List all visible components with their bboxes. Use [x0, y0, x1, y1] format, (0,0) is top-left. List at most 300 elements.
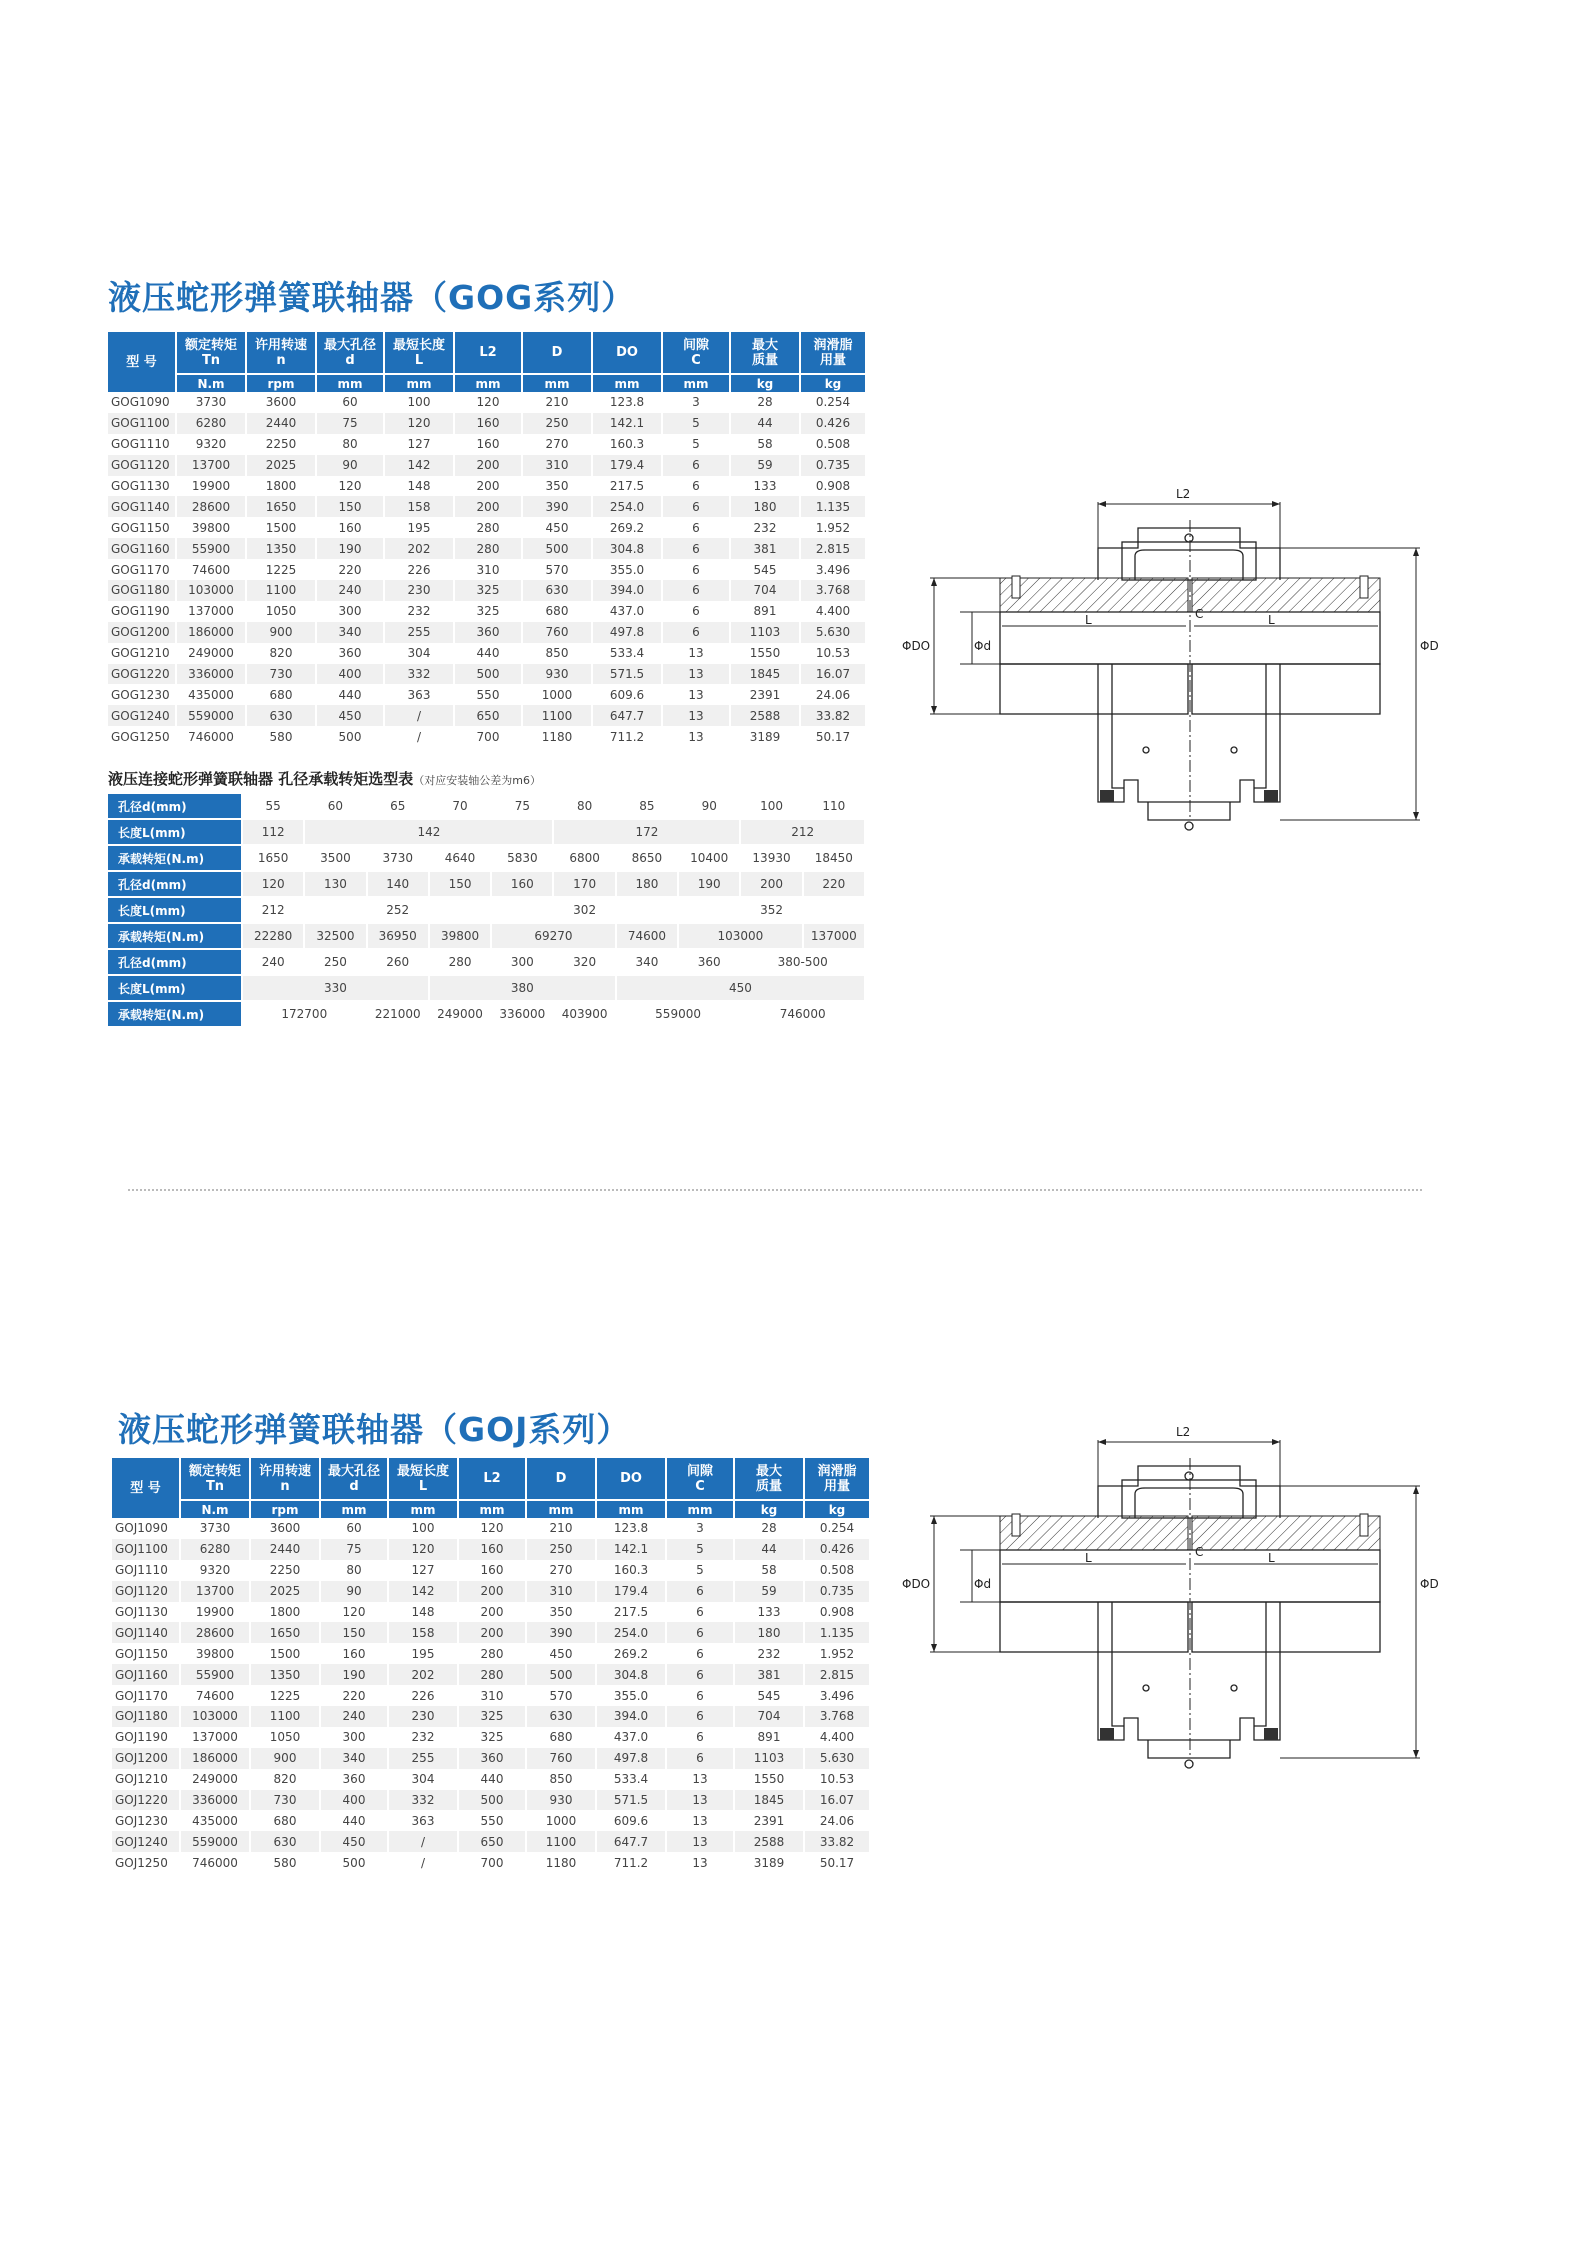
table-row	[112, 1602, 870, 1623]
table-cell: 232	[734, 1643, 804, 1664]
table-cell: 0.508	[800, 434, 866, 455]
table-cell: 16.07	[800, 664, 866, 685]
unit-header: mm	[454, 374, 522, 392]
table-cell: 133	[730, 476, 800, 497]
table-cell: 570	[522, 559, 592, 580]
table-row	[108, 705, 866, 726]
table-cell: 80	[320, 1560, 388, 1581]
table-cell: 200	[458, 1581, 526, 1602]
table-cell: 500	[454, 664, 522, 685]
bore-torque-table	[108, 794, 866, 1028]
table-cell: GOJ1240	[112, 1831, 180, 1852]
table-cell: 19900	[176, 476, 246, 497]
bore-cell: 252	[304, 897, 491, 923]
table-cell: 220	[320, 1685, 388, 1706]
table-cell: 160	[458, 1560, 526, 1581]
table-cell: 2440	[250, 1539, 320, 1560]
column-header: 额定转矩 Tn	[176, 332, 246, 374]
table-cell: 55900	[176, 538, 246, 559]
table-cell: 704	[730, 580, 800, 601]
table-cell: 133	[734, 1602, 804, 1623]
gog-coupling-drawing	[900, 480, 1460, 850]
bore-cell: 4640	[429, 845, 491, 871]
table-cell: 0.254	[800, 392, 866, 413]
table-cell: 559000	[180, 1831, 250, 1852]
table-row	[108, 559, 866, 580]
table-cell: 249000	[176, 643, 246, 664]
table-cell: 160	[316, 517, 384, 538]
table-cell: 142	[384, 455, 454, 476]
table-cell: 650	[458, 1831, 526, 1852]
column-header: D	[522, 332, 592, 374]
column-header: 最大 质量	[730, 332, 800, 374]
table-cell: 13	[662, 684, 730, 705]
table-cell: 5.630	[800, 622, 866, 643]
bore-cell: 18450	[803, 845, 865, 871]
table-cell: 226	[384, 559, 454, 580]
table-cell: 5	[666, 1539, 734, 1560]
bore-row-label: 长度L(mm)	[108, 975, 242, 1001]
bore-row	[108, 845, 865, 871]
bore-cell: 3730	[367, 845, 429, 871]
table-cell: 2.815	[804, 1664, 870, 1685]
bore-cell: 249000	[429, 1001, 491, 1027]
table-row	[108, 476, 866, 497]
table-cell: 1100	[522, 705, 592, 726]
table-cell: 1.952	[804, 1643, 870, 1664]
table-cell: /	[384, 726, 454, 747]
table-cell: GOG1140	[108, 496, 176, 517]
table-cell: 19900	[180, 1602, 250, 1623]
table-cell: 4.400	[804, 1727, 870, 1748]
column-header: L2	[454, 332, 522, 374]
table-cell: 355.0	[596, 1685, 666, 1706]
bore-cell: 103000	[678, 923, 803, 949]
bore-cell: 120	[242, 871, 304, 897]
bore-cell: 172700	[242, 1001, 367, 1027]
table-cell: 304.8	[596, 1664, 666, 1685]
bore-cell: 137000	[803, 923, 865, 949]
table-cell: 33.82	[800, 705, 866, 726]
table-cell: 4.400	[800, 601, 866, 622]
table-cell: 760	[522, 622, 592, 643]
table-cell: 900	[250, 1748, 320, 1769]
table-cell: 195	[388, 1643, 458, 1664]
table-cell: GOG1230	[108, 684, 176, 705]
svg-text:C: C	[1195, 607, 1204, 621]
bore-row-label: 孔径d(mm)	[108, 794, 242, 819]
table-cell: GOG1150	[108, 517, 176, 538]
table-cell: 232	[384, 601, 454, 622]
table-cell: 730	[246, 664, 316, 685]
table-cell: 6	[666, 1581, 734, 1602]
svg-text:Φd: Φd	[974, 639, 992, 653]
table-cell: 325	[458, 1727, 526, 1748]
table-cell: 500	[316, 726, 384, 747]
bore-cell: 380-500	[740, 949, 865, 975]
table-cell: 336000	[180, 1790, 250, 1811]
table-cell: 570	[526, 1685, 596, 1706]
table-cell: GOG1250	[108, 726, 176, 747]
bore-cell: 13930	[740, 845, 802, 871]
table-row	[112, 1685, 870, 1706]
column-header: 最大孔径 d	[316, 332, 384, 374]
bore-cell: 403900	[553, 1001, 615, 1027]
table-cell: GOG1180	[108, 580, 176, 601]
table-row	[112, 1810, 870, 1831]
table-cell: 220	[316, 559, 384, 580]
table-cell: 58	[734, 1560, 804, 1581]
table-cell: 120	[316, 476, 384, 497]
section-separator	[128, 1189, 1422, 1191]
table-cell: 680	[522, 601, 592, 622]
table-cell: 1225	[250, 1685, 320, 1706]
table-cell: 300	[316, 601, 384, 622]
table-cell: 1800	[246, 476, 316, 497]
table-cell: 437.0	[592, 601, 662, 622]
table-row	[112, 1622, 870, 1643]
column-header: DO	[596, 1458, 666, 1500]
table-cell: 142.1	[596, 1539, 666, 1560]
table-cell: 0.735	[804, 1581, 870, 1602]
table-cell: 390	[522, 496, 592, 517]
table-cell: 59	[730, 455, 800, 476]
table-row	[112, 1706, 870, 1727]
table-cell: 2391	[730, 684, 800, 705]
table-row	[108, 455, 866, 476]
unit-header: rpm	[246, 374, 316, 392]
table-cell: GOJ1210	[112, 1769, 180, 1790]
table-cell: 891	[730, 601, 800, 622]
table-row	[108, 538, 866, 559]
table-cell: 148	[384, 476, 454, 497]
table-cell: 2025	[246, 455, 316, 476]
table-cell: 500	[526, 1664, 596, 1685]
table-cell: 10.53	[804, 1769, 870, 1790]
table-cell: 120	[454, 392, 522, 413]
table-cell: 0.908	[800, 476, 866, 497]
table-cell: 1.135	[804, 1622, 870, 1643]
table-cell: 336000	[176, 664, 246, 685]
table-cell: 497.8	[596, 1748, 666, 1769]
table-cell: 450	[316, 705, 384, 726]
bore-cell: 5830	[491, 845, 553, 871]
table-cell: /	[388, 1852, 458, 1873]
table-cell: 120	[388, 1539, 458, 1560]
table-cell: 137000	[180, 1727, 250, 1748]
bore-cell: 172	[553, 819, 740, 845]
bore-table-note: （对应安装轴公差为m6）	[413, 774, 541, 787]
table-row	[108, 413, 866, 434]
table-cell: 160.3	[592, 434, 662, 455]
svg-text:L2: L2	[1176, 487, 1191, 501]
table-cell: 435000	[176, 684, 246, 705]
table-cell: 160	[454, 413, 522, 434]
table-cell: 440	[316, 684, 384, 705]
table-cell: 304	[384, 643, 454, 664]
table-row	[108, 580, 866, 601]
table-row	[112, 1727, 870, 1748]
bore-cell: 70	[429, 794, 491, 819]
table-cell: 39800	[176, 517, 246, 538]
bore-row	[108, 1001, 865, 1027]
table-cell: 1800	[250, 1602, 320, 1623]
table-cell: 6280	[176, 413, 246, 434]
table-cell: 3	[666, 1518, 734, 1539]
table-cell: 325	[454, 580, 522, 601]
bore-row-label: 孔径d(mm)	[108, 949, 242, 975]
column-header: 型 号	[112, 1458, 180, 1518]
table-cell: GOJ1150	[112, 1643, 180, 1664]
unit-header: kg	[730, 374, 800, 392]
table-cell: 60	[320, 1518, 388, 1539]
goj-title: 液压蛇形弹簧联轴器（GOJ系列）	[118, 1410, 631, 1449]
table-cell: 200	[454, 455, 522, 476]
table-cell: 1000	[526, 1810, 596, 1831]
table-cell: 13	[666, 1831, 734, 1852]
bore-cell: 69270	[491, 923, 616, 949]
table-cell: 440	[458, 1769, 526, 1790]
table-cell: GOJ1160	[112, 1664, 180, 1685]
table-cell: 44	[730, 413, 800, 434]
table-cell: 13	[662, 705, 730, 726]
table-cell: 820	[246, 643, 316, 664]
table-cell: 158	[388, 1622, 458, 1643]
table-cell: 0.426	[804, 1539, 870, 1560]
unit-header: mm	[662, 374, 730, 392]
bore-row-label: 孔径d(mm)	[108, 871, 242, 897]
bore-row-label: 承载转矩(N.m)	[108, 1001, 242, 1027]
table-cell: 559000	[176, 705, 246, 726]
bore-cell: 340	[616, 949, 678, 975]
table-cell: 180	[734, 1622, 804, 1643]
table-cell: 381	[730, 538, 800, 559]
table-cell: 202	[384, 538, 454, 559]
table-cell: 6	[666, 1748, 734, 1769]
table-cell: 400	[320, 1790, 388, 1811]
table-cell: GOG1220	[108, 664, 176, 685]
table-cell: 497.8	[592, 622, 662, 643]
table-cell: 1845	[734, 1790, 804, 1811]
table-cell: GOJ1190	[112, 1727, 180, 1748]
table-cell: 190	[316, 538, 384, 559]
table-cell: 3.496	[804, 1685, 870, 1706]
table-cell: 5	[662, 413, 730, 434]
table-cell: 255	[388, 1748, 458, 1769]
column-header: 最大 质量	[734, 1458, 804, 1500]
table-row	[112, 1581, 870, 1602]
table-cell: 310	[458, 1685, 526, 1706]
column-header: 许用转速 n	[246, 332, 316, 374]
table-cell: 90	[320, 1581, 388, 1602]
table-cell: 120	[384, 413, 454, 434]
bore-cell: 142	[304, 819, 553, 845]
table-cell: 6	[662, 580, 730, 601]
bore-cell: 22280	[242, 923, 304, 949]
table-cell: 550	[454, 684, 522, 705]
bore-cell: 190	[678, 871, 740, 897]
bore-row	[108, 871, 865, 897]
table-cell: 270	[522, 434, 592, 455]
table-cell: 250	[526, 1539, 596, 1560]
table-cell: 217.5	[592, 476, 662, 497]
table-cell: 50.17	[800, 726, 866, 747]
table-cell: 269.2	[596, 1643, 666, 1664]
table-cell: 400	[316, 664, 384, 685]
bore-cell: 130	[304, 871, 366, 897]
table-cell: 450	[320, 1831, 388, 1852]
table-cell: 820	[250, 1769, 320, 1790]
table-cell: 1550	[730, 643, 800, 664]
table-cell: 394.0	[596, 1706, 666, 1727]
table-cell: GOG1160	[108, 538, 176, 559]
table-cell: 123.8	[592, 392, 662, 413]
table-cell: 39800	[180, 1643, 250, 1664]
column-header: 间隙 C	[666, 1458, 734, 1500]
table-cell: GOJ1230	[112, 1810, 180, 1831]
bore-cell: 6800	[553, 845, 615, 871]
bore-cell: 330	[242, 975, 429, 1001]
table-row	[112, 1560, 870, 1581]
table-cell: 0.254	[804, 1518, 870, 1539]
column-header: 许用转速 n	[250, 1458, 320, 1500]
bore-cell: 180	[616, 871, 678, 897]
table-cell: 44	[734, 1539, 804, 1560]
unit-header: mm	[592, 374, 662, 392]
table-cell: GOG1170	[108, 559, 176, 580]
table-cell: GOG1210	[108, 643, 176, 664]
column-header: 润滑脂 用量	[800, 332, 866, 374]
table-cell: 746000	[176, 726, 246, 747]
table-cell: 711.2	[596, 1852, 666, 1873]
bore-cell: 36950	[367, 923, 429, 949]
table-cell: 2250	[246, 434, 316, 455]
table-cell: 630	[526, 1706, 596, 1727]
table-cell: 394.0	[592, 580, 662, 601]
table-cell: GOJ1200	[112, 1748, 180, 1769]
unit-header: kg	[804, 1500, 870, 1518]
table-row	[108, 434, 866, 455]
bore-cell: 8650	[616, 845, 678, 871]
bore-cell: 75	[491, 794, 553, 819]
table-cell: 9320	[176, 434, 246, 455]
table-cell: 3730	[180, 1518, 250, 1539]
table-cell: 28	[730, 392, 800, 413]
table-row	[108, 392, 866, 413]
table-cell: 58	[730, 434, 800, 455]
bore-cell: 100	[740, 794, 802, 819]
table-cell: 1100	[526, 1831, 596, 1852]
table-cell: 332	[388, 1790, 458, 1811]
table-cell: 437.0	[596, 1727, 666, 1748]
table-cell: 500	[458, 1790, 526, 1811]
table-cell: 500	[522, 538, 592, 559]
unit-header: mm	[384, 374, 454, 392]
svg-text:L2: L2	[1176, 1425, 1191, 1439]
table-cell: 1103	[734, 1748, 804, 1769]
table-cell: 2025	[250, 1581, 320, 1602]
bore-cell: 352	[678, 897, 865, 923]
svg-text:L: L	[1085, 1551, 1092, 1565]
table-cell: 142	[388, 1581, 458, 1602]
bore-cell: 150	[429, 871, 491, 897]
table-cell: 280	[458, 1664, 526, 1685]
table-cell: 59	[734, 1581, 804, 1602]
table-cell: 249000	[180, 1769, 250, 1790]
bore-cell: 250	[304, 949, 366, 975]
table-cell: 230	[384, 580, 454, 601]
table-cell: 74600	[176, 559, 246, 580]
table-cell: 100	[388, 1518, 458, 1539]
table-cell: 5.630	[804, 1748, 870, 1769]
table-cell: 2588	[734, 1831, 804, 1852]
column-header: 间隙 C	[662, 332, 730, 374]
bore-cell: 3500	[304, 845, 366, 871]
table-cell: 160	[454, 434, 522, 455]
table-cell: 325	[458, 1706, 526, 1727]
table-cell: 280	[458, 1643, 526, 1664]
bore-cell: 300	[491, 949, 553, 975]
table-cell: 13	[662, 643, 730, 664]
table-cell: 450	[522, 517, 592, 538]
table-cell: 210	[526, 1518, 596, 1539]
table-cell: 13	[666, 1852, 734, 1873]
table-cell: 75	[316, 413, 384, 434]
table-cell: 545	[734, 1685, 804, 1706]
bore-cell: 280	[429, 949, 491, 975]
table-cell: 760	[526, 1748, 596, 1769]
table-cell: 500	[320, 1852, 388, 1873]
bore-cell: 220	[803, 871, 865, 897]
table-cell: 137000	[176, 601, 246, 622]
svg-text:ΦDO: ΦDO	[902, 639, 931, 653]
bore-row-label: 承载转矩(N.m)	[108, 923, 242, 949]
column-header: 最短长度 L	[384, 332, 454, 374]
bore-cell: 746000	[740, 1001, 865, 1027]
table-cell: 230	[388, 1706, 458, 1727]
bore-cell: 380	[429, 975, 616, 1001]
table-cell: 550	[458, 1810, 526, 1831]
table-cell: 120	[320, 1602, 388, 1623]
table-cell: 533.4	[592, 643, 662, 664]
table-cell: 1050	[246, 601, 316, 622]
table-cell: GOG1090	[108, 392, 176, 413]
table-cell: 440	[454, 643, 522, 664]
table-cell: 630	[522, 580, 592, 601]
bore-cell: 60	[304, 794, 366, 819]
bore-cell: 160	[491, 871, 553, 897]
table-cell: 226	[388, 1685, 458, 1706]
bore-cell: 320	[553, 949, 615, 975]
bore-cell: 80	[553, 794, 615, 819]
table-cell: GOJ1250	[112, 1852, 180, 1873]
table-cell: 1500	[246, 517, 316, 538]
table-cell: 6	[662, 559, 730, 580]
table-cell: 28600	[176, 496, 246, 517]
table-cell: 103000	[176, 580, 246, 601]
table-cell: 1.135	[800, 496, 866, 517]
bore-row	[108, 794, 865, 819]
table-cell: 580	[250, 1852, 320, 1873]
table-row	[108, 601, 866, 622]
table-cell: GOJ1140	[112, 1622, 180, 1643]
table-cell: 80	[316, 434, 384, 455]
table-cell: 202	[388, 1664, 458, 1685]
table-cell: 340	[316, 622, 384, 643]
table-cell: GOJ1110	[112, 1560, 180, 1581]
table-cell: 891	[734, 1727, 804, 1748]
table-cell: 186000	[176, 622, 246, 643]
